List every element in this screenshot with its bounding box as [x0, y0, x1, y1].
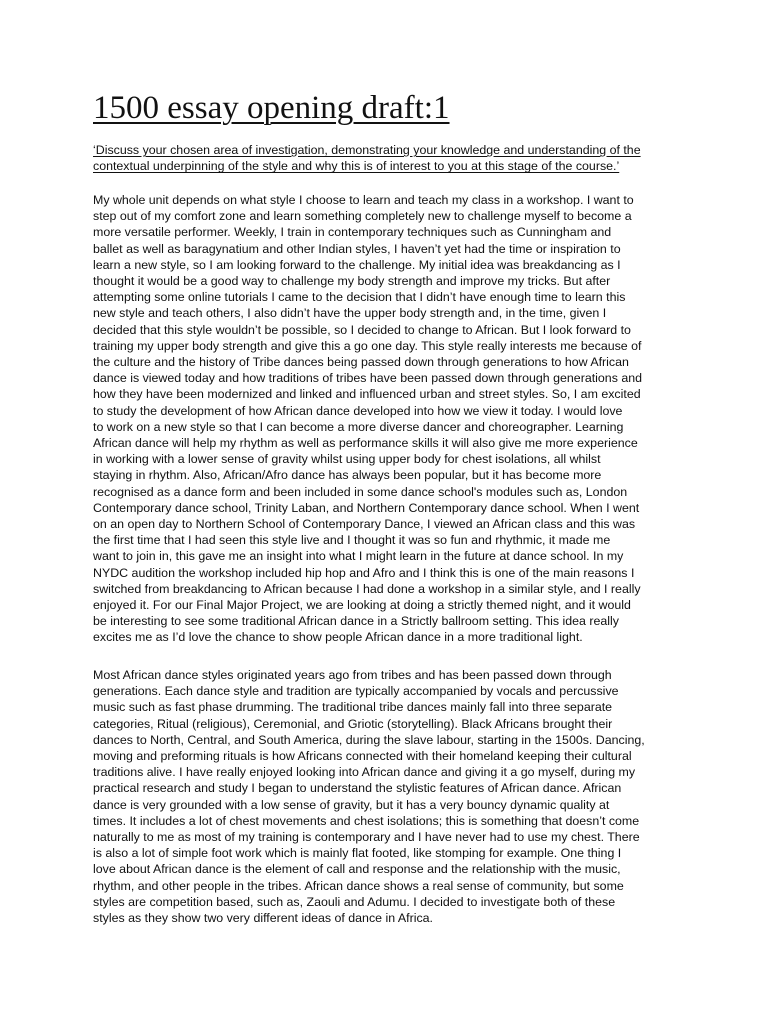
paragraph-1-line: the culture and the history of Tribe dances being passed down through generations to how African	[93, 355, 629, 370]
paragraph-2	[93, 667, 683, 926]
paragraph-1	[93, 192, 683, 646]
paragraph-2-line: styles are competition based, such as, Zaouli and Adumu. I decided to investigate both of these	[93, 894, 616, 909]
question-line: contextual underpinning of the style and why this is of interest to you at this stage of the course.’	[93, 159, 620, 174]
paragraph-2-line: rhythm, and other people in the tribes. African dance shows a real sense of community, but some	[93, 878, 624, 893]
paragraph-1-line: excites me as I’d love the chance to show people African dance in a more traditional light.	[93, 630, 583, 645]
paragraph-1-line: dance is viewed today and how traditions of tribes have been passed down through generations and	[93, 371, 642, 386]
paragraph-1-line: want to join in, this gave me an insight into what I might learn in the future at dance school. In my	[93, 549, 624, 564]
paragraph-1-line: to work on a new style so that I can become a more diverse dancer and choreographer. Learning	[93, 419, 624, 434]
paragraph-1-line: decided that this style wouldn’t be possible, so I decided to change to African. But I look forward to	[93, 322, 631, 337]
paragraph-1-line: thought it would be a good way to challenge my body strength and improve my tricks. But after	[93, 274, 611, 289]
paragraph-1-line: NYDC audition the workshop included hip hop and Afro and I think this is one of the main reasons I	[93, 565, 635, 580]
paragraph-1-line: recognised as a dance form and been included in some dance school's modules such as, London	[93, 484, 628, 499]
essay-title: 1500 essay opening draft:1	[93, 90, 450, 126]
paragraph-1-line: step out of my comfort zone and learn something completely new to challenge myself to become a	[93, 209, 632, 224]
paragraph-1-line: more versatile performer. Weekly, I train in contemporary techniques such as Cunningham and	[93, 225, 612, 240]
paragraph-1-line: My whole unit depends on what style I choose to learn and teach my class in a workshop. I want to	[93, 193, 634, 207]
paragraph-2-line: categories, Ritual (religious), Ceremonial, and Griotic (storytelling). Black Africans brought their	[93, 716, 613, 731]
paragraph-2-line: styles as they show two very different ideas of dance in Africa.	[93, 911, 433, 926]
paragraph-1-line: training my upper body strength and give this a go one day. This style really interests me because of	[93, 338, 642, 353]
question-line: ‘Discuss your chosen area of investigation, demonstrating your knowledge and understanding of the	[93, 143, 641, 157]
paragraph-1-line: the first time that I had seen this style live and I thought it was so fun and rhythmic, it made me	[93, 533, 611, 548]
paragraph-2-line: generations. Each dance style and tradition are typically accompanied by vocals and percussive	[93, 684, 619, 699]
paragraph-2-line: moving and preforming rituals is how Africans connected with their homeland keeping their cultural	[93, 749, 632, 764]
paragraph-1-line: Contemporary dance school, Trinity Laban, and Northern Contemporary dance school. When I went	[93, 500, 640, 515]
paragraph-1-line: be interesting to see some traditional African dance in a Strictly ballroom setting. This idea really	[93, 614, 619, 629]
paragraph-1-line: to study the development of how African dance developed into how we view it today. I would love	[93, 403, 623, 418]
paragraph-1-line: African dance will help my rhythm as well as performance skills it will also give me more experience	[93, 436, 638, 451]
paragraph-1-line: attempting some online tutorials I came to the decision that I didn’t have enough time to learn this	[93, 290, 626, 305]
paragraph-1-line: in working with a lower sense of gravity whilst using upper body for chest isolations, all whilst	[93, 452, 601, 467]
paragraph-2-line: dances to North, Central, and South America, during the slave labour, starting in the 1500s. Dancing,	[93, 732, 645, 747]
paragraph-1-line: switched from breakdancing to African because I had done a workshop in a similar style, and I really	[93, 581, 641, 596]
paragraph-2-line: practical research and study I began to understand the stylistic features of African dance. African	[93, 781, 622, 796]
paragraph-2-line: times. It includes a lot of chest movements and chest isolations; this is something that doesn’t come	[93, 813, 640, 828]
paragraph-2-line: traditions alive. I have really enjoyed looking into African dance and giving it a go myself, during my	[93, 765, 636, 780]
paragraph-1-line: enjoyed it. For our Final Major Project, we are looking at doing a strictly themed night, and it would	[93, 598, 631, 613]
essay-question	[93, 142, 683, 174]
paragraph-2-line: is also a lot of simple foot work which is mainly flat footed, like stomping for example. One thing I	[93, 846, 622, 861]
paragraph-2-line: dance is very grounded with a low sense of gravity, but it has a very bouncy dynamic quality at	[93, 797, 610, 812]
paragraph-1-line: staying in rhythm. Also, African/Afro dance has always been popular, but it has become more	[93, 468, 602, 483]
paragraph-1-line: new style and teach others, I also didn’t have the upper body strength and, in the time, given I	[93, 306, 607, 321]
paragraph-1-line: ballet as well as baragynatium and other Indian styles, I haven’t yet had the time or inspiration to	[93, 241, 621, 256]
paragraph-1-line: how they have been modernized and linked and influenced urban and street styles. So, I am excited	[93, 387, 641, 402]
paragraph-1-line: on an open day to Northern School of Contemporary Dance, I viewed an African class and this was	[93, 517, 636, 532]
paragraph-2-line: naturally to me as most of my training is contemporary and I have never had to use my chest. There	[93, 830, 640, 845]
paragraph-1-line: learn a new style, so I am looking forward to the challenge. My initial idea was breakdancing as I	[93, 257, 621, 272]
paragraph-2-line: music such as fast phase drumming. The traditional tribe dances mainly fall into three separate	[93, 700, 613, 715]
paragraph-2-line: love about African dance is the element of call and response and the relationship with the music,	[93, 862, 621, 877]
paragraph-2-line: Most African dance styles originated years ago from tribes and has been passed down through	[93, 668, 612, 682]
